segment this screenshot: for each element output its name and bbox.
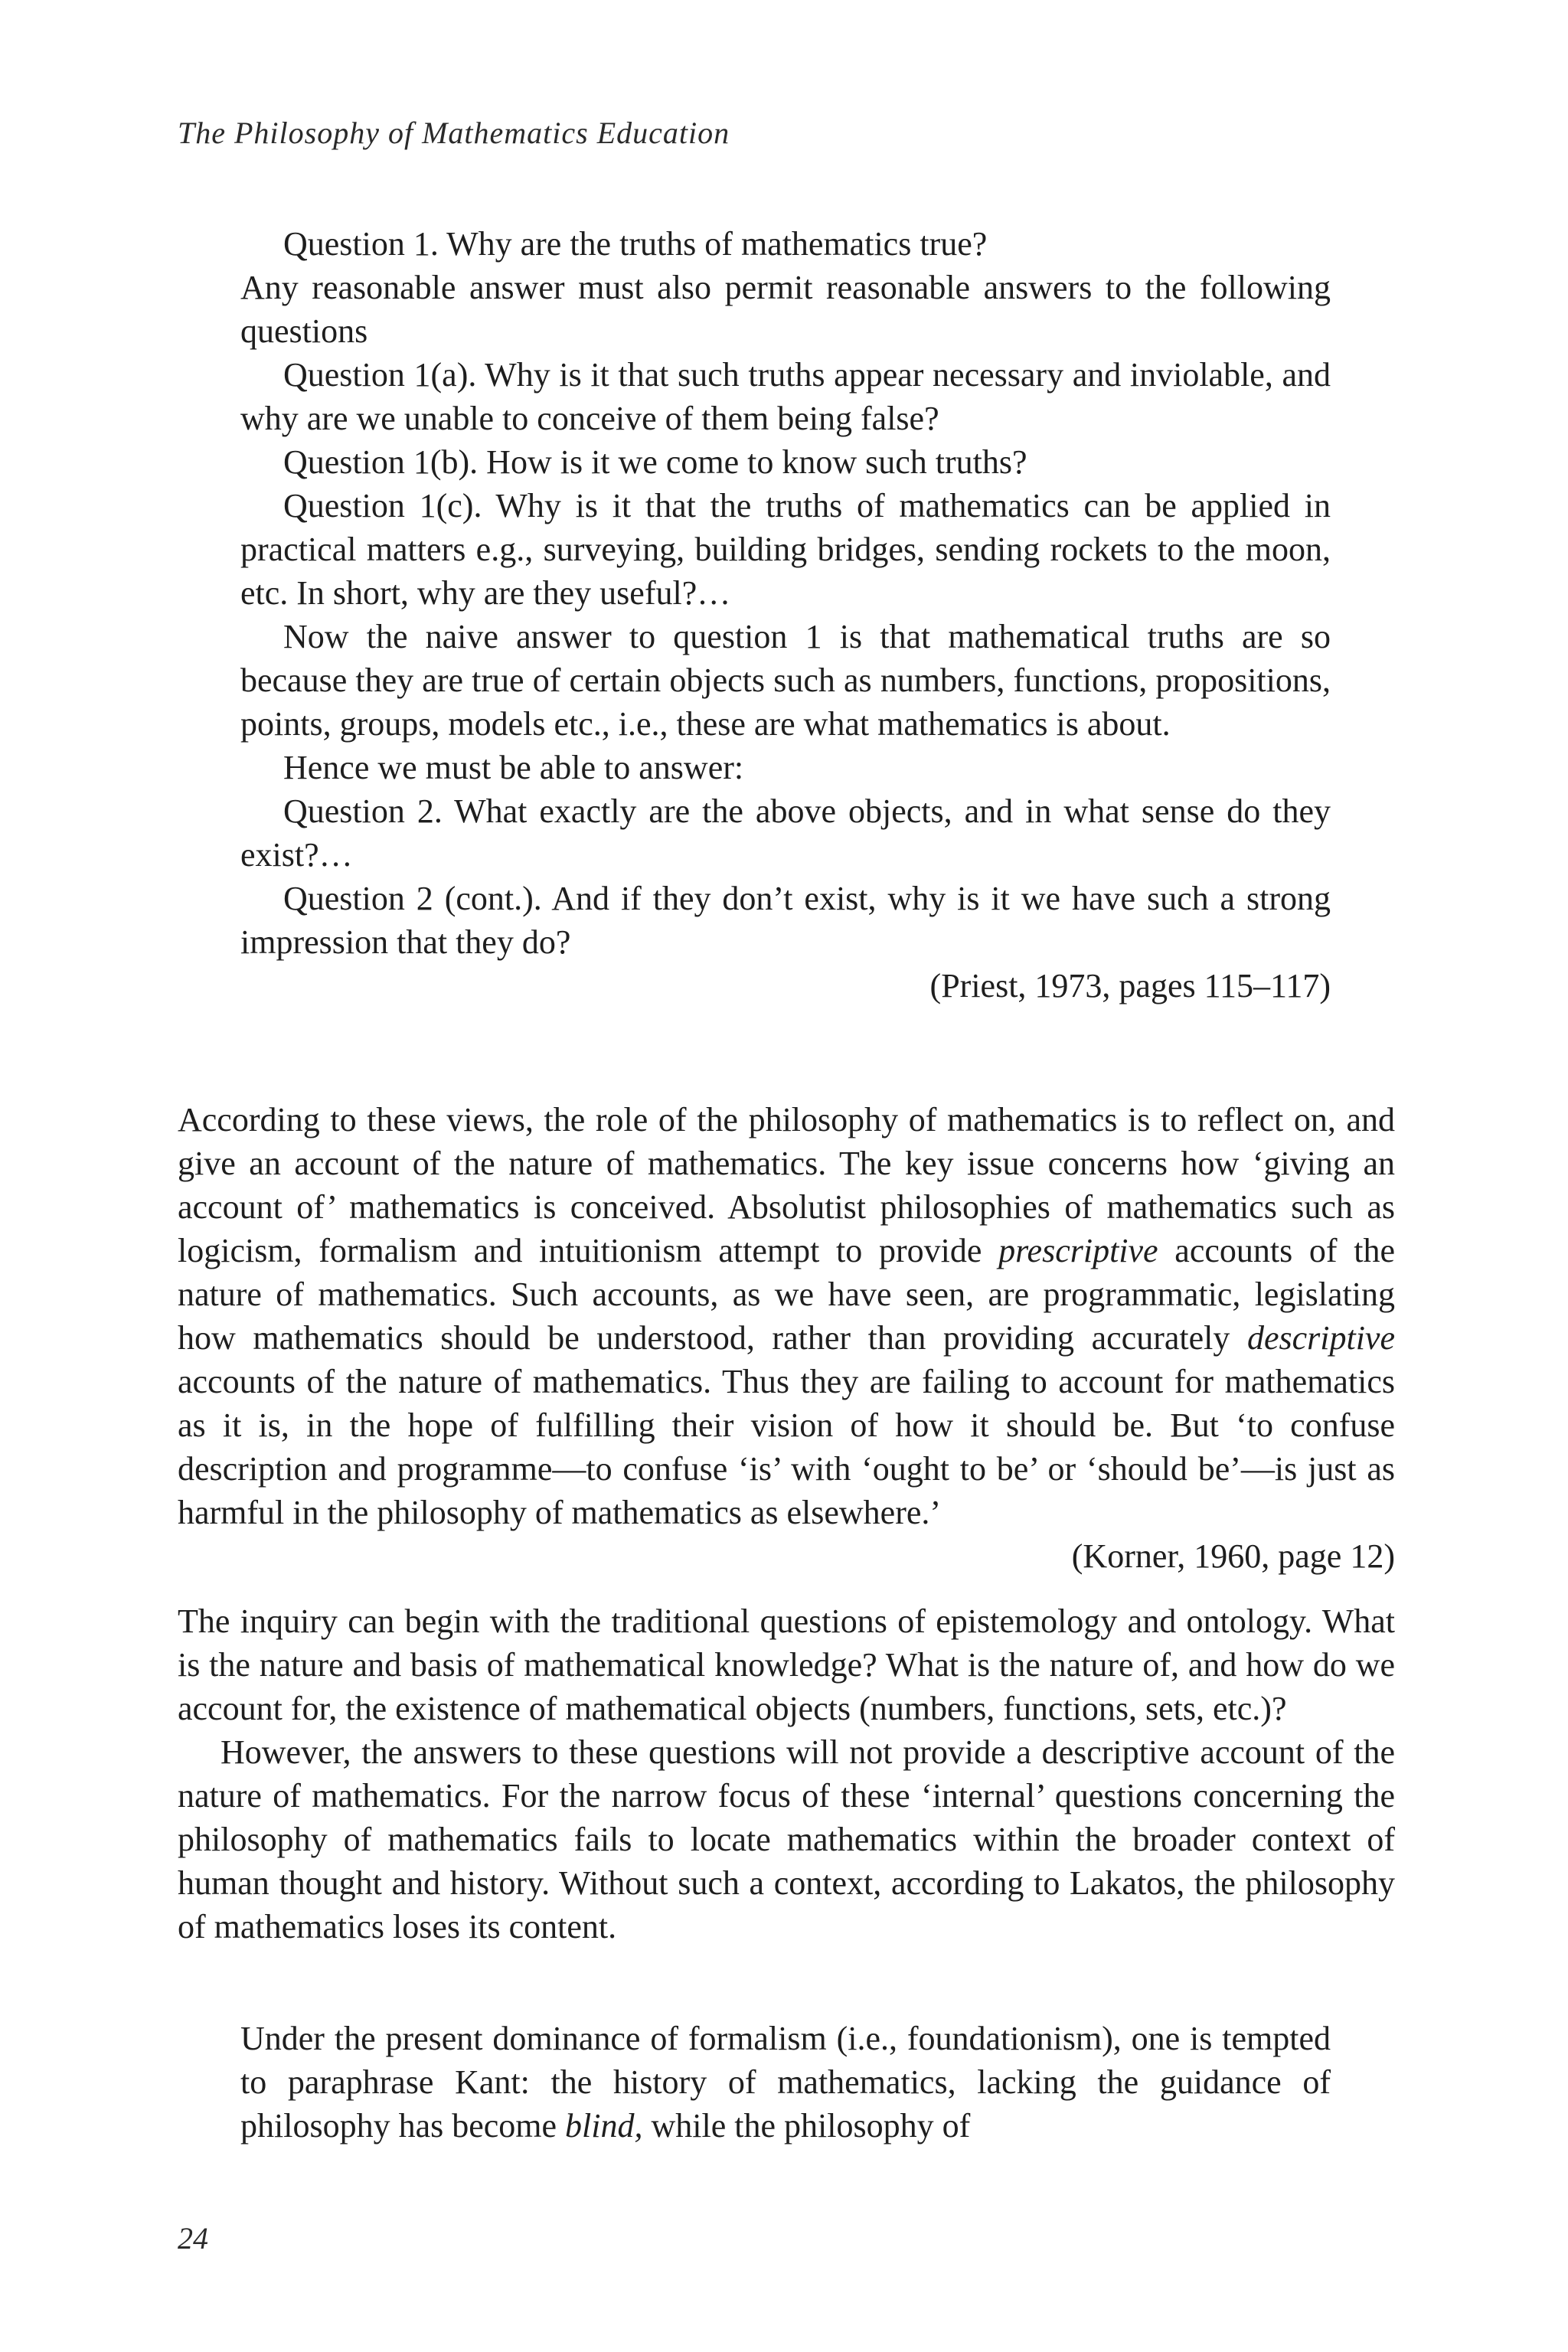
paragraph-inquiry: The inquiry can begin with the traditional questions of epistemology and ontology. What is the nature and basis of mathematical knowledge? What is the nature of, and how do we account for, the existence of mathematical objects (numbers, functions, sets, etc.)?	[178, 1602, 1395, 1727]
naive-answer-paragraph: Now the naive answer to question 1 is that mathematical truths are so because they are true of certain objects such as numbers, functions, propositions, points, groups, models etc., i.e., these are what mathematics is about.	[240, 618, 1331, 743]
paragraph-views-part-2: accounts of the nature of mathematics. Such accounts, as we have seen, are programmatic, legislating how mathematics should be understood, rather than providing accurately	[178, 1232, 1396, 1357]
body-text	[178, 1098, 1395, 1949]
hence-line: Hence we must be able to answer:	[283, 749, 744, 786]
emphasis-prescriptive: prescriptive	[998, 1232, 1158, 1269]
emphasis-blind: blind,	[565, 2107, 643, 2145]
paragraph-views-part-3: accounts of the nature of mathematics. Thus they are failing to account for mathematics as it is, in the hope of fulfilling their vision of how it should be. But ‘to confuse description and programme—to confuse ‘is’ with ‘ought to be’ or ‘should be’—is just as harmful in the philosophy of mathematics as elsewhere.’	[178, 1363, 1395, 1531]
paragraph-views	[178, 1098, 1395, 1534]
korner-citation: (Korner, 1960, page 12)	[1071, 1537, 1395, 1575]
lakatos-quote-block	[240, 2017, 1331, 2148]
question-2-cont: Question 2 (cont.). And if they don’t exist, why is it we have such a strong impression that they do?	[240, 880, 1331, 961]
priest-quote-block	[240, 222, 1331, 1008]
paragraph-views-part-1: According to these views, the role of the philosophy of mathematics is to reflect on, and give an account of the nature of mathematics. The key issue concerns how ‘giving an account of’ mathematics is conceived. Absolutist philosophies of mathematics such as logicism, formalism and intuitionism attempt to provide	[178, 1101, 1395, 1269]
question-1c: Question 1(c). Why is it that the truths of mathematics can be applied in practical matters e.g., surveying, building bridges, sending rockets to the moon, etc. In short, why are they useful?…	[240, 487, 1331, 612]
question-2: Question 2. What exactly are the above objects, and in what sense do they exist?…	[240, 792, 1331, 874]
page-number: 24	[178, 2221, 208, 2256]
lakatos-quote-text	[240, 2017, 1331, 2148]
lakatos-quote-part-1: Under the present dominance of formalism (i.e., foundationism), one is tempted to paraphrase Kant: the history of mathematics, lacking the guidance of philosophy has become	[240, 2020, 1331, 2145]
question-intro: Any reasonable answer must also permit reasonable answers to the following questions	[240, 269, 1331, 350]
priest-citation: (Priest, 1973, pages 115–117)	[929, 967, 1331, 1004]
emphasis-descriptive: descriptive	[1246, 1319, 1395, 1357]
running-header: The Philosophy of Mathematics Education	[178, 116, 730, 150]
lakatos-quote-part-2: while the philosophy of	[642, 2107, 971, 2145]
paragraph-however: However, the answers to these questions will not provide a descriptive account of the nature of mathematics. For the narrow focus of these ‘internal’ questions concerning the philosophy of mathematics fails to locate mathematics within the broader context of human thought and history. Without such a context, according to Lakatos, the philosophy of mathematics loses its content.	[178, 1733, 1395, 1945]
question-1b: Question 1(b). How is it we come to know such truths?	[283, 443, 1027, 481]
question-1a: Question 1(a). Why is it that such truths appear necessary and inviolable, and why are we unable to conceive of them being false?	[240, 356, 1331, 437]
question-1: Question 1. Why are the truths of mathematics true?	[283, 225, 988, 263]
